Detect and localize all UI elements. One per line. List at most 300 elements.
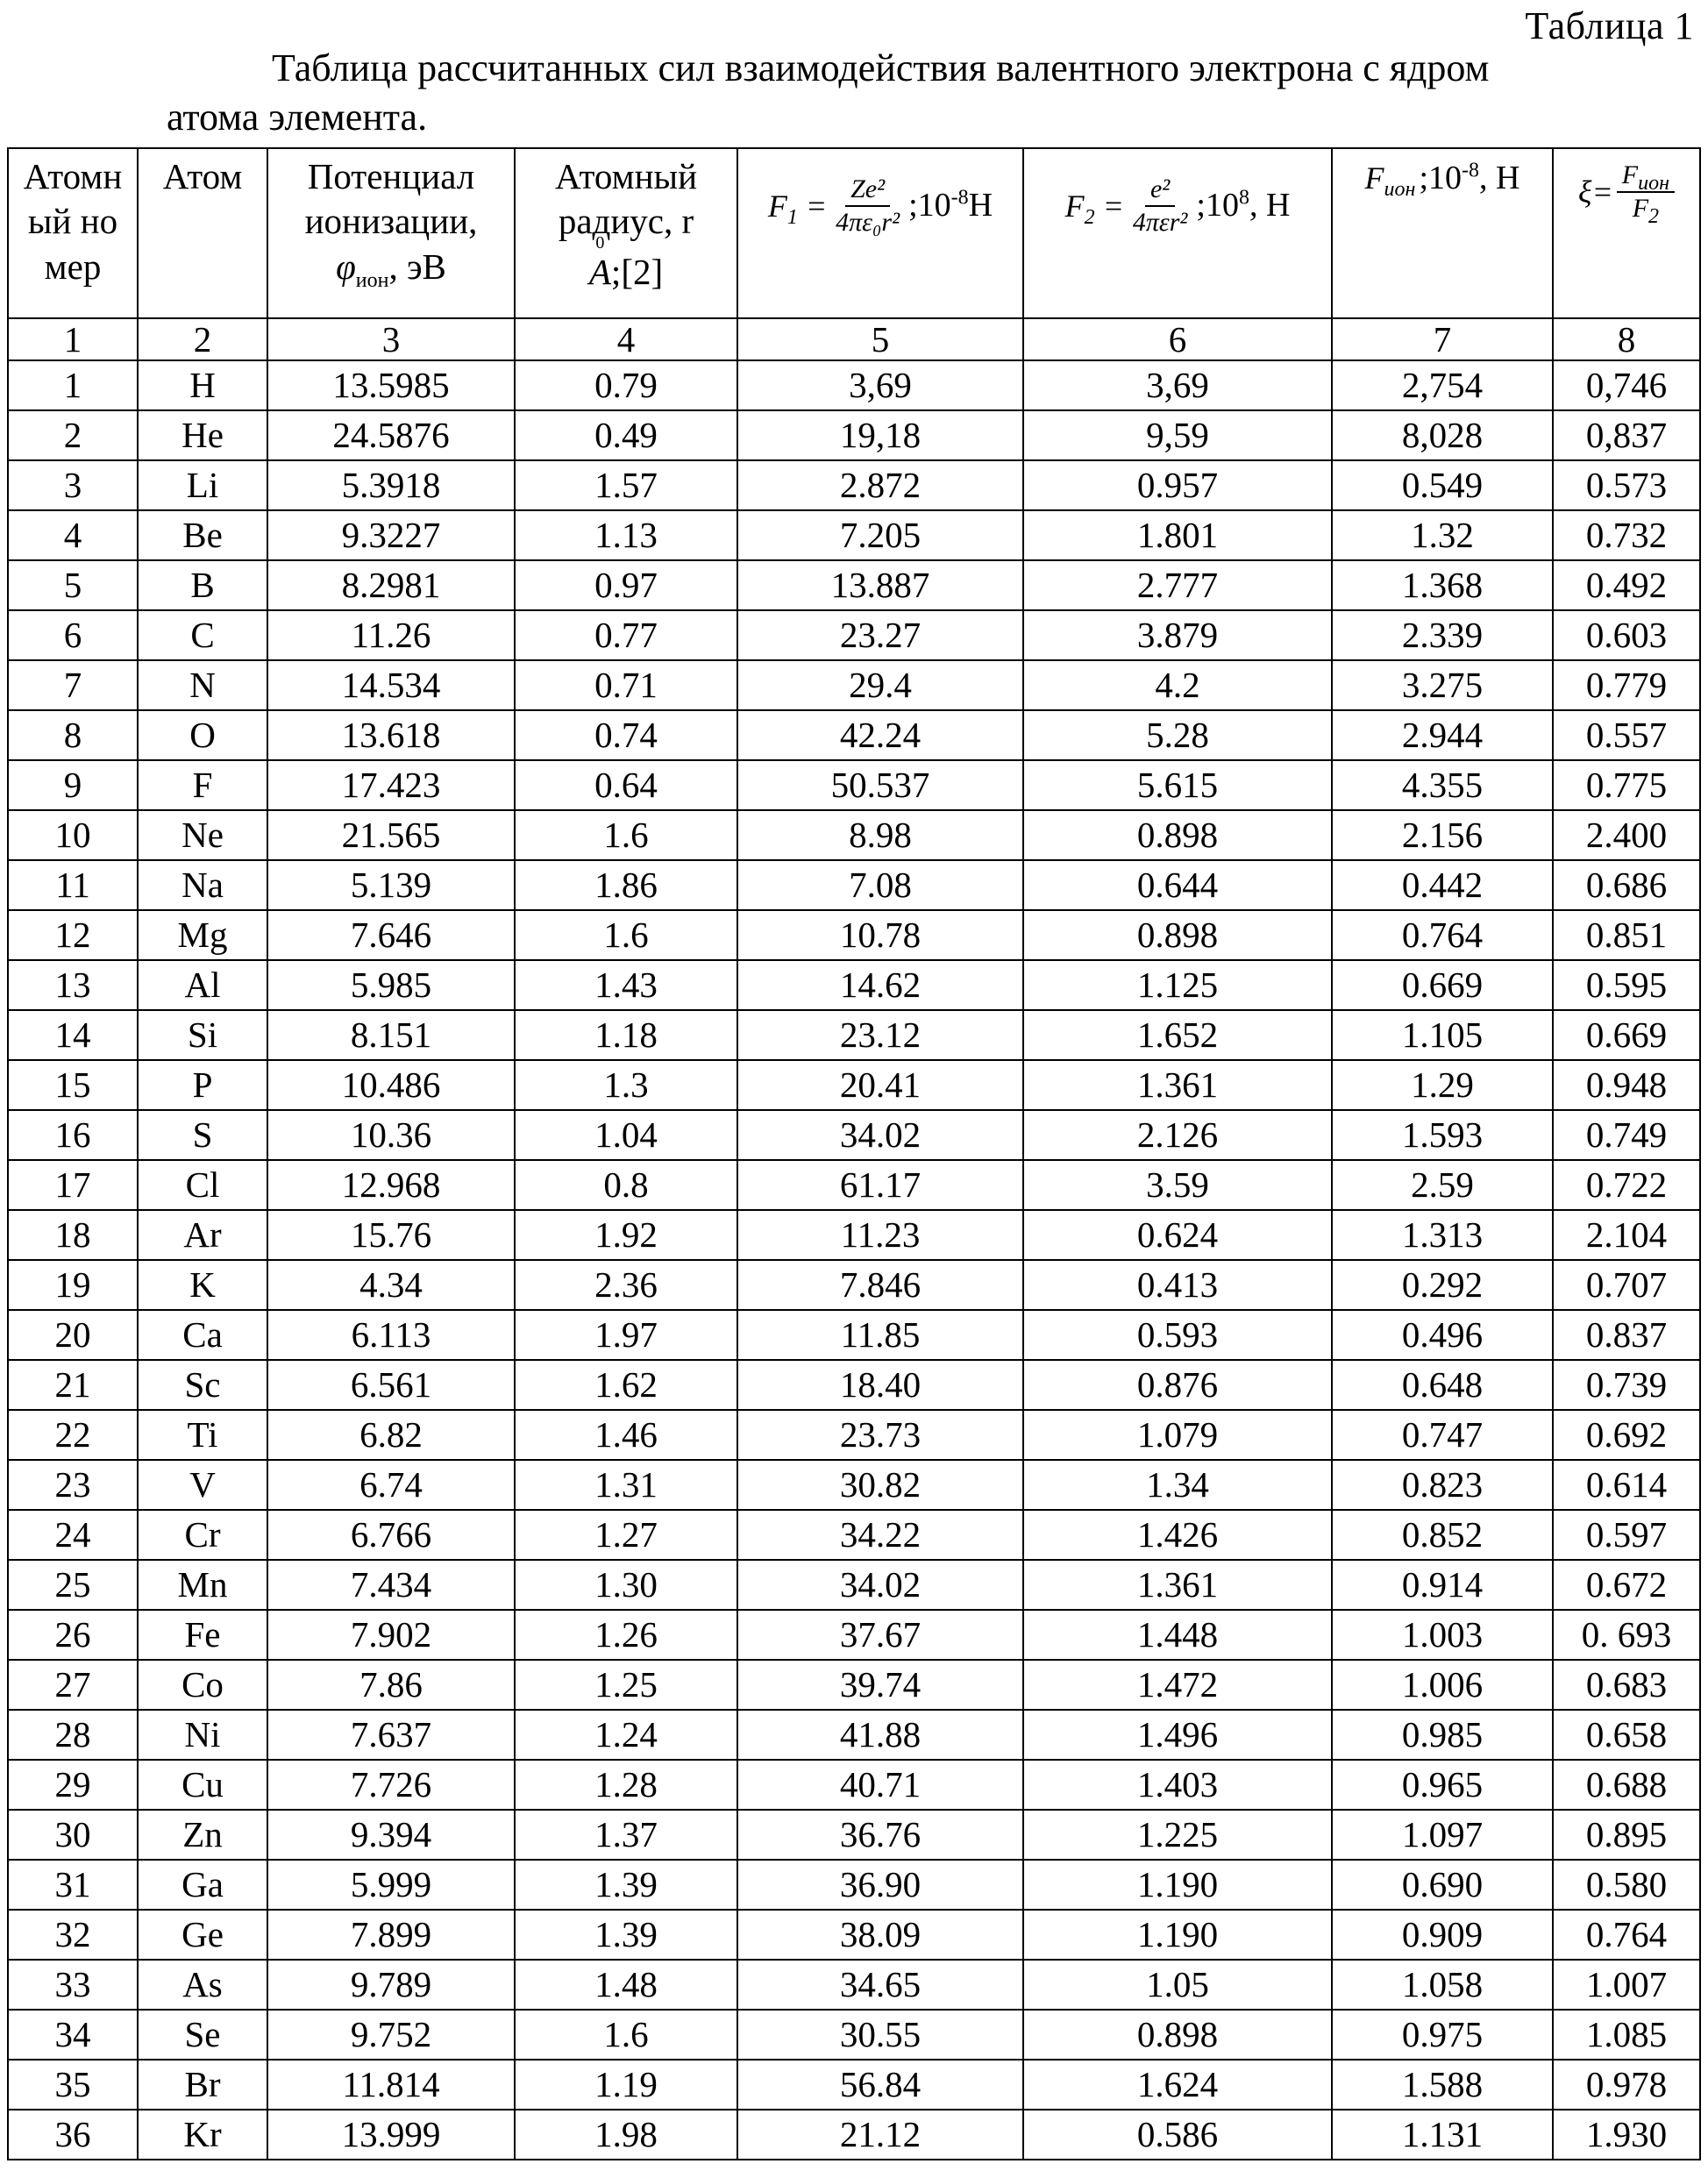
- force-f1-cell: 36.90: [737, 1860, 1023, 1910]
- ratio-xi-cell: 0.837: [1553, 1310, 1700, 1360]
- force-fion-cell: 1.131: [1332, 2110, 1553, 2160]
- force-f2-cell: 9,59: [1023, 410, 1332, 460]
- force-fion-cell: 1.32: [1332, 510, 1553, 560]
- ionization-potential-cell: 8.2981: [267, 560, 515, 610]
- header-atom: Атом: [138, 148, 267, 318]
- table-row: [8, 2010, 1700, 2060]
- column-number: 5: [737, 318, 1023, 360]
- atomic-number-cell: 33: [8, 1960, 138, 2010]
- table-row: [8, 560, 1700, 610]
- force-f2-cell: 0.644: [1023, 860, 1332, 910]
- atomic-number-cell: 21: [8, 1360, 138, 1410]
- ratio-xi-cell: 0.895: [1553, 1810, 1700, 1860]
- atomic-radius-cell: 0.77: [515, 610, 737, 660]
- atomic-radius-cell: 1.28: [515, 1760, 737, 1810]
- ionization-potential-cell: 24.5876: [267, 410, 515, 460]
- table-row: [8, 960, 1700, 1010]
- column-number: 3: [267, 318, 515, 360]
- atomic-number-cell: 5: [8, 560, 138, 610]
- atom-symbol-cell: Se: [138, 2010, 267, 2060]
- atom-symbol-cell: P: [138, 1060, 267, 1110]
- table-row: [8, 1310, 1700, 1360]
- force-f1-cell: 10.78: [737, 910, 1023, 960]
- table-row: [8, 1660, 1700, 1710]
- column-number: 6: [1023, 318, 1332, 360]
- ratio-xi-cell: 1.007: [1553, 1960, 1700, 2010]
- force-fion-cell: 1.097: [1332, 1810, 1553, 1860]
- table-row: [8, 1810, 1700, 1860]
- atomic-number-cell: 36: [8, 2110, 138, 2160]
- force-fion-cell: 0.442: [1332, 860, 1553, 910]
- table-row: [8, 710, 1700, 760]
- ratio-xi-cell: 0.658: [1553, 1710, 1700, 1760]
- force-f1-cell: 23.27: [737, 610, 1023, 660]
- ionization-potential-cell: 8.151: [267, 1010, 515, 1060]
- force-f2-cell: 1.801: [1023, 510, 1332, 560]
- force-fion-cell: 1.313: [1332, 1210, 1553, 1260]
- ratio-xi-cell: 0. 693: [1553, 1610, 1700, 1660]
- atomic-number-cell: 22: [8, 1410, 138, 1460]
- atomic-radius-cell: 0.8: [515, 1160, 737, 1210]
- table-row: [8, 910, 1700, 960]
- atomic-number-cell: 15: [8, 1060, 138, 1110]
- force-f1-cell: 18.40: [737, 1360, 1023, 1410]
- ratio-xi-cell: 0.978: [1553, 2060, 1700, 2110]
- ionization-potential-cell: 6.766: [267, 1510, 515, 1560]
- force-fion-cell: 0.648: [1332, 1360, 1553, 1410]
- ratio-xi-cell: 0.580: [1553, 1860, 1700, 1910]
- atomic-number-cell: 31: [8, 1860, 138, 1910]
- table-row: [8, 1160, 1700, 1210]
- force-f2-cell: 0.876: [1023, 1360, 1332, 1410]
- atomic-radius-cell: 1.04: [515, 1110, 737, 1160]
- force-f1-cell: 3,69: [737, 360, 1023, 410]
- ratio-xi-cell: 0.683: [1553, 1660, 1700, 1710]
- atomic-number-cell: 4: [8, 510, 138, 560]
- table-label: Таблица 1: [1525, 4, 1694, 47]
- header-ionization-potential: Потенциал ионизации, $\varphi_{ион}$, эВ: [267, 148, 515, 318]
- ionization-potential-cell: 7.434: [267, 1560, 515, 1610]
- force-f2-cell: 3.879: [1023, 610, 1332, 660]
- atom-symbol-cell: O: [138, 710, 267, 760]
- atom-symbol-cell: Si: [138, 1010, 267, 1060]
- table-row: [8, 1710, 1700, 1760]
- ionization-potential-cell: 5.999: [267, 1860, 515, 1910]
- atomic-radius-cell: 1.6: [515, 910, 737, 960]
- ratio-xi-cell: 0.492: [1553, 560, 1700, 610]
- atomic-number-cell: 8: [8, 710, 138, 760]
- atomic-number-cell: 11: [8, 860, 138, 910]
- force-f2-cell: 5.615: [1023, 760, 1332, 810]
- table-row: [8, 1360, 1700, 1410]
- force-fion-cell: 1.058: [1332, 1960, 1553, 2010]
- force-f2-cell: 0.898: [1023, 810, 1332, 860]
- force-f2-cell: 1.361: [1023, 1060, 1332, 1110]
- force-fion-cell: 1.593: [1332, 1110, 1553, 1160]
- atomic-number-cell: 24: [8, 1510, 138, 1560]
- force-f2-cell: 1.403: [1023, 1760, 1332, 1810]
- ionization-potential-cell: 15.76: [267, 1210, 515, 1260]
- atom-symbol-cell: Zn: [138, 1810, 267, 1860]
- atomic-number-cell: 32: [8, 1910, 138, 1960]
- force-fion-cell: 1.006: [1332, 1660, 1553, 1710]
- force-f1-cell: 42.24: [737, 710, 1023, 760]
- table-row: [8, 2060, 1700, 2110]
- force-fion-cell: 0.985: [1332, 1710, 1553, 1760]
- atom-symbol-cell: Na: [138, 860, 267, 910]
- atomic-radius-cell: 0.49: [515, 410, 737, 460]
- ratio-xi-cell: 0.603: [1553, 610, 1700, 660]
- table-row: [8, 1860, 1700, 1910]
- table-row: [8, 510, 1700, 560]
- ionization-potential-cell: 12.968: [267, 1160, 515, 1210]
- ratio-xi-cell: 1.930: [1553, 2110, 1700, 2160]
- ionization-potential-cell: 7.86: [267, 1660, 515, 1710]
- atomic-radius-cell: 1.86: [515, 860, 737, 910]
- atomic-number-cell: 30: [8, 1810, 138, 1860]
- atom-symbol-cell: Kr: [138, 2110, 267, 2160]
- ratio-xi-cell: 0.672: [1553, 1560, 1700, 1610]
- force-fion-cell: 0.909: [1332, 1910, 1553, 1960]
- atomic-number-cell: 25: [8, 1560, 138, 1610]
- ionization-potential-cell: 21.565: [267, 810, 515, 860]
- ratio-xi-cell: 0.779: [1553, 660, 1700, 710]
- atomic-radius-cell: 1.43: [515, 960, 737, 1010]
- column-number-row: [8, 318, 1700, 360]
- column-number: 8: [1553, 318, 1700, 360]
- ratio-xi-cell: 0.573: [1553, 460, 1700, 510]
- atomic-radius-cell: 1.13: [515, 510, 737, 560]
- table-row: [8, 760, 1700, 810]
- ionization-potential-cell: 6.82: [267, 1410, 515, 1460]
- atomic-number-cell: 14: [8, 1010, 138, 1060]
- ratio-xi-cell: 0.557: [1553, 710, 1700, 760]
- atom-symbol-cell: Ni: [138, 1710, 267, 1760]
- force-f1-cell: 19,18: [737, 410, 1023, 460]
- ratio-xi-cell: 0.688: [1553, 1760, 1700, 1810]
- force-fion-cell: 0.669: [1332, 960, 1553, 1010]
- ionization-potential-cell: 7.646: [267, 910, 515, 960]
- header-ratio-xi: ξ= $\frac{F_{ион}}{F_2}$: [1553, 148, 1700, 318]
- force-f1-cell: 34.02: [737, 1560, 1023, 1610]
- ratio-xi-cell: 0.692: [1553, 1410, 1700, 1460]
- force-f2-cell: 2.777: [1023, 560, 1332, 610]
- table-row: [8, 810, 1700, 860]
- force-f1-cell: 23.73: [737, 1410, 1023, 1460]
- column-number: 1: [8, 318, 138, 360]
- atomic-radius-cell: 0.74: [515, 710, 737, 760]
- force-f1-cell: 30.55: [737, 2010, 1023, 2060]
- force-fion-cell: 1.368: [1332, 560, 1553, 610]
- ratio-xi-cell: 0.669: [1553, 1010, 1700, 1060]
- caption-line-2: атома элемента.: [167, 96, 428, 139]
- force-fion-cell: 2.59: [1332, 1160, 1553, 1210]
- table-row: [8, 1060, 1700, 1110]
- atom-symbol-cell: Ti: [138, 1410, 267, 1460]
- atomic-radius-cell: 0.79: [515, 360, 737, 410]
- table-row: [8, 1110, 1700, 1160]
- atomic-number-cell: 16: [8, 1110, 138, 1160]
- table-row: [8, 660, 1700, 710]
- atomic-number-cell: 1: [8, 360, 138, 410]
- atom-symbol-cell: Ge: [138, 1910, 267, 1960]
- table-row: [8, 610, 1700, 660]
- force-fion-cell: 1.003: [1332, 1610, 1553, 1660]
- atomic-number-cell: 17: [8, 1160, 138, 1210]
- table-row: [8, 410, 1700, 460]
- atomic-radius-cell: 0.97: [515, 560, 737, 610]
- atom-symbol-cell: Cu: [138, 1760, 267, 1810]
- force-f2-cell: 1.125: [1023, 960, 1332, 1010]
- force-f1-cell: 50.537: [737, 760, 1023, 810]
- table-row: [8, 2110, 1700, 2160]
- ratio-xi-cell: 0.851: [1553, 910, 1700, 960]
- atomic-radius-cell: 1.62: [515, 1360, 737, 1410]
- force-f2-cell: 0.413: [1023, 1260, 1332, 1310]
- atomic-radius-cell: 1.39: [515, 1910, 737, 1960]
- ionization-potential-cell: 13.5985: [267, 360, 515, 410]
- force-fion-cell: 0.690: [1332, 1860, 1553, 1910]
- force-f2-cell: 0.957: [1023, 460, 1332, 510]
- ratio-xi-cell: 0.764: [1553, 1910, 1700, 1960]
- atomic-radius-cell: 0.71: [515, 660, 737, 710]
- force-fion-cell: 0.852: [1332, 1510, 1553, 1560]
- atom-symbol-cell: V: [138, 1460, 267, 1510]
- atom-symbol-cell: Br: [138, 2060, 267, 2110]
- atom-symbol-cell: Ca: [138, 1310, 267, 1360]
- force-f2-cell: 1.652: [1023, 1010, 1332, 1060]
- force-fion-cell: 0.292: [1332, 1260, 1553, 1310]
- atomic-number-cell: 27: [8, 1660, 138, 1710]
- atomic-radius-cell: 1.6: [515, 810, 737, 860]
- force-f1-cell: 14.62: [737, 960, 1023, 1010]
- atomic-radius-cell: 1.57: [515, 460, 737, 510]
- atom-symbol-cell: Mn: [138, 1560, 267, 1610]
- force-f2-cell: 1.361: [1023, 1560, 1332, 1610]
- force-fion-cell: 0.549: [1332, 460, 1553, 510]
- force-f1-cell: 61.17: [737, 1160, 1023, 1210]
- table-row: [8, 1760, 1700, 1810]
- atomic-number-cell: 34: [8, 2010, 138, 2060]
- atomic-radius-cell: 1.19: [515, 2060, 737, 2110]
- force-f2-cell: 1.496: [1023, 1710, 1332, 1760]
- force-f1-cell: 11.23: [737, 1210, 1023, 1260]
- atom-symbol-cell: H: [138, 360, 267, 410]
- force-fion-cell: 0.914: [1332, 1560, 1553, 1610]
- force-f1-cell: 40.71: [737, 1760, 1023, 1810]
- atomic-number-cell: 12: [8, 910, 138, 960]
- table-row: [8, 1910, 1700, 1960]
- force-fion-cell: 8,028: [1332, 410, 1553, 460]
- atomic-number-cell: 3: [8, 460, 138, 510]
- table-row: [8, 1560, 1700, 1610]
- ionization-potential-cell: 6.74: [267, 1460, 515, 1510]
- force-f1-cell: 7.08: [737, 860, 1023, 910]
- ionization-force-table: [7, 147, 1701, 2160]
- atomic-number-cell: 18: [8, 1210, 138, 1260]
- atom-symbol-cell: Be: [138, 510, 267, 560]
- ionization-potential-cell: 14.534: [267, 660, 515, 710]
- force-fion-cell: 0.965: [1332, 1760, 1553, 1810]
- atomic-number-cell: 6: [8, 610, 138, 660]
- ratio-xi-cell: 0.722: [1553, 1160, 1700, 1210]
- ionization-potential-cell: 7.899: [267, 1910, 515, 1960]
- column-number: 2: [138, 318, 267, 360]
- ionization-potential-cell: 6.561: [267, 1360, 515, 1410]
- atomic-radius-cell: 1.26: [515, 1610, 737, 1660]
- atomic-radius-cell: 1.27: [515, 1510, 737, 1560]
- atomic-radius-cell: 1.30: [515, 1560, 737, 1610]
- force-f1-cell: 7.846: [737, 1260, 1023, 1310]
- atomic-radius-cell: 0.64: [515, 760, 737, 810]
- atomic-radius-cell: 1.46: [515, 1410, 737, 1460]
- force-f1-cell: 23.12: [737, 1010, 1023, 1060]
- table-row: [8, 1410, 1700, 1460]
- ionization-potential-cell: 7.902: [267, 1610, 515, 1660]
- force-f1-cell: 2.872: [737, 460, 1023, 510]
- atom-symbol-cell: Fe: [138, 1610, 267, 1660]
- atom-symbol-cell: Cl: [138, 1160, 267, 1210]
- table-row: [8, 1610, 1700, 1660]
- atom-symbol-cell: He: [138, 410, 267, 460]
- force-f2-cell: 3,69: [1023, 360, 1332, 410]
- force-f2-cell: 1.079: [1023, 1410, 1332, 1460]
- atom-symbol-cell: B: [138, 560, 267, 610]
- atom-symbol-cell: Co: [138, 1660, 267, 1710]
- atomic-radius-cell: 1.18: [515, 1010, 737, 1060]
- force-fion-cell: 0.823: [1332, 1460, 1553, 1510]
- atomic-radius-cell: 1.31: [515, 1460, 737, 1510]
- header-force-f1: $F_1$ = $\frac{\text{Ze²}}{\text{4πε₀r²}}$ $;10^{-8}Н$: [737, 148, 1023, 318]
- force-f1-cell: 56.84: [737, 2060, 1023, 2110]
- ionization-potential-cell: 5.139: [267, 860, 515, 910]
- force-f2-cell: 1.624: [1023, 2060, 1332, 2110]
- header-atomic-radius: Атомный радиус, r 0 A;[2]: [515, 148, 737, 318]
- ratio-xi-cell: 0,746: [1553, 360, 1700, 410]
- column-number: 4: [515, 318, 737, 360]
- atom-symbol-cell: Ne: [138, 810, 267, 860]
- force-f1-cell: 20.41: [737, 1060, 1023, 1110]
- atomic-radius-cell: 1.98: [515, 2110, 737, 2160]
- table-row: [8, 1260, 1700, 1310]
- ratio-xi-cell: 0.595: [1553, 960, 1700, 1010]
- force-f2-cell: 1.472: [1023, 1660, 1332, 1710]
- force-fion-cell: 0.747: [1332, 1410, 1553, 1460]
- atomic-number-cell: 29: [8, 1760, 138, 1810]
- force-f2-cell: 0.898: [1023, 910, 1332, 960]
- ionization-potential-cell: 17.423: [267, 760, 515, 810]
- force-f2-cell: 4.2: [1023, 660, 1332, 710]
- table-row: [8, 1510, 1700, 1560]
- header-atomic-number: Атомный номер: [8, 148, 138, 318]
- column-number: 7: [1332, 318, 1553, 360]
- force-f1-cell: 36.76: [737, 1810, 1023, 1860]
- table-row: [8, 460, 1700, 510]
- atomic-number-cell: 10: [8, 810, 138, 860]
- atom-symbol-cell: F: [138, 760, 267, 810]
- atomic-number-cell: 2: [8, 410, 138, 460]
- ionization-potential-cell: 6.113: [267, 1310, 515, 1360]
- ionization-potential-cell: 13.999: [267, 2110, 515, 2160]
- ratio-xi-cell: 0.739: [1553, 1360, 1700, 1410]
- force-fion-cell: 2,754: [1332, 360, 1553, 410]
- force-fion-cell: 4.355: [1332, 760, 1553, 810]
- ratio-xi-cell: 2.400: [1553, 810, 1700, 860]
- atomic-radius-cell: 1.24: [515, 1710, 737, 1760]
- atom-symbol-cell: C: [138, 610, 267, 660]
- atom-symbol-cell: Cr: [138, 1510, 267, 1560]
- force-f2-cell: 0.624: [1023, 1210, 1332, 1260]
- atomic-number-cell: 35: [8, 2060, 138, 2110]
- table-row: [8, 1960, 1700, 2010]
- force-fion-cell: 1.29: [1332, 1060, 1553, 1110]
- atom-symbol-cell: Al: [138, 960, 267, 1010]
- ratio-xi-cell: 0.749: [1553, 1110, 1700, 1160]
- atomic-number-cell: 19: [8, 1260, 138, 1310]
- atomic-radius-cell: 1.37: [515, 1810, 737, 1860]
- ratio-xi-cell: 0.707: [1553, 1260, 1700, 1310]
- atomic-number-cell: 13: [8, 960, 138, 1010]
- force-fion-cell: 3.275: [1332, 660, 1553, 710]
- force-f2-cell: 1.190: [1023, 1910, 1332, 1960]
- ratio-xi-cell: 0.732: [1553, 510, 1700, 560]
- force-f1-cell: 30.82: [737, 1460, 1023, 1510]
- ionization-potential-cell: 5.3918: [267, 460, 515, 510]
- force-f2-cell: 1.05: [1023, 1960, 1332, 2010]
- force-fion-cell: 2.339: [1332, 610, 1553, 660]
- ionization-potential-cell: 10.36: [267, 1110, 515, 1160]
- atom-symbol-cell: Li: [138, 460, 267, 510]
- ratio-xi-cell: 0,837: [1553, 410, 1700, 460]
- ionization-potential-cell: 9.394: [267, 1810, 515, 1860]
- force-f1-cell: 34.65: [737, 1960, 1023, 2010]
- force-fion-cell: 0.764: [1332, 910, 1553, 960]
- atomic-number-cell: 28: [8, 1710, 138, 1760]
- force-f1-cell: 38.09: [737, 1910, 1023, 1960]
- force-f1-cell: 11.85: [737, 1310, 1023, 1360]
- force-f2-cell: 0.898: [1023, 2010, 1332, 2060]
- force-fion-cell: 1.105: [1332, 1010, 1553, 1060]
- atomic-number-cell: 26: [8, 1610, 138, 1660]
- ionization-potential-cell: 4.34: [267, 1260, 515, 1310]
- force-f2-cell: 1.448: [1023, 1610, 1332, 1660]
- ionization-potential-cell: 9.789: [267, 1960, 515, 2010]
- force-f2-cell: 1.34: [1023, 1460, 1332, 1510]
- ionization-potential-cell: 11.814: [267, 2060, 515, 2110]
- force-f1-cell: 8.98: [737, 810, 1023, 860]
- atomic-radius-cell: 1.39: [515, 1860, 737, 1910]
- force-f1-cell: 21.12: [737, 2110, 1023, 2160]
- table-row: [8, 1010, 1700, 1060]
- atom-symbol-cell: Ar: [138, 1210, 267, 1260]
- ratio-xi-cell: 0.614: [1553, 1460, 1700, 1510]
- force-f2-cell: 1.190: [1023, 1860, 1332, 1910]
- force-f2-cell: 2.126: [1023, 1110, 1332, 1160]
- atom-symbol-cell: Ga: [138, 1860, 267, 1910]
- ionization-potential-cell: 11.26: [267, 610, 515, 660]
- force-f2-cell: 0.586: [1023, 2110, 1332, 2160]
- header-force-fion: $F_{ион}$ $;10^{-8}$, Н: [1332, 148, 1553, 318]
- ionization-potential-cell: 9.3227: [267, 510, 515, 560]
- force-f1-cell: 7.205: [737, 510, 1023, 560]
- atomic-number-cell: 9: [8, 760, 138, 810]
- force-fion-cell: 2.156: [1332, 810, 1553, 860]
- force-f2-cell: 5.28: [1023, 710, 1332, 760]
- atomic-radius-cell: 1.92: [515, 1210, 737, 1260]
- atomic-radius-cell: 1.97: [515, 1310, 737, 1360]
- ionization-potential-cell: 9.752: [267, 2010, 515, 2060]
- atomic-number-cell: 23: [8, 1460, 138, 1510]
